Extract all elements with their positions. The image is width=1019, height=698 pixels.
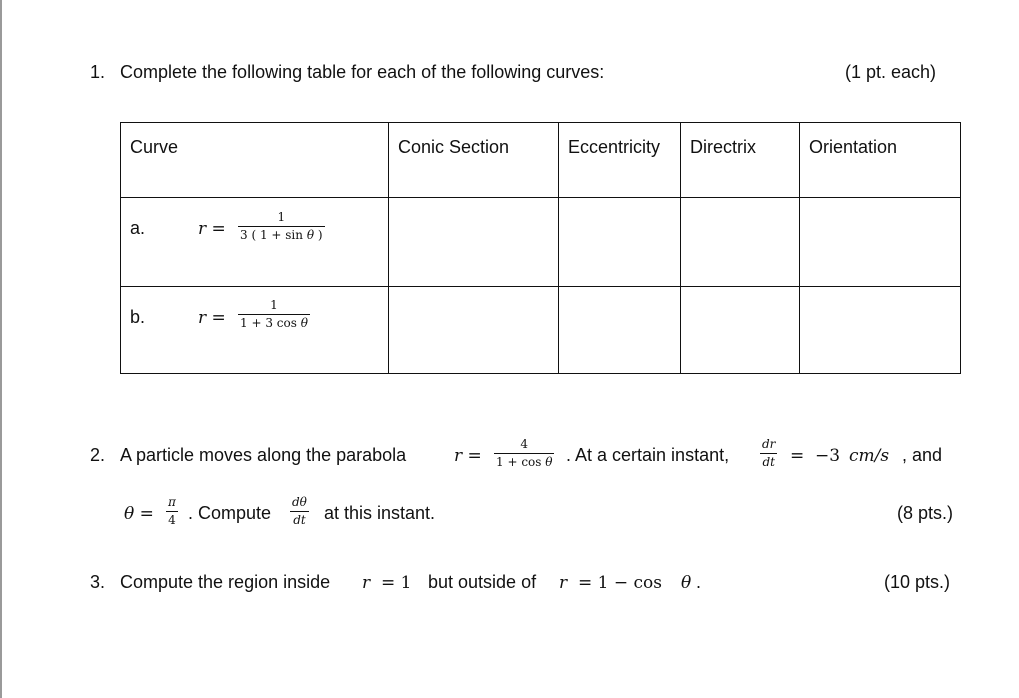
q2-text-a: A particle moves along the parabola xyxy=(120,445,407,465)
q1-number: 1. xyxy=(90,62,106,82)
q2-text-d: . Compute xyxy=(188,503,272,523)
row-b-directrix-cell[interactable] xyxy=(681,287,800,374)
q3-points: (10 pts.) xyxy=(884,572,951,592)
q2-equals: = xyxy=(790,446,805,466)
row-b-denominator: 1 + 3 cos θ xyxy=(240,316,308,330)
row-b-conic-section-cell[interactable] xyxy=(389,287,559,374)
row-a-orientation-cell[interactable] xyxy=(800,198,961,287)
q3-eq1-r: r xyxy=(362,573,371,593)
row-a-denominator: 3 ( 1 + sin θ ) xyxy=(240,228,323,242)
q1-prompt: Complete the following table for each of the following curves: xyxy=(120,62,605,82)
q1-points: (1 pt. each) xyxy=(845,62,937,82)
header-conic-section: Conic Section xyxy=(389,123,559,198)
row-b-fraction xyxy=(238,299,310,330)
row-a-fraction xyxy=(238,211,325,242)
q2-points: (8 pts.) xyxy=(897,503,954,523)
q3-number: 3. xyxy=(90,572,106,592)
row-a-numerator: 1 xyxy=(277,210,286,224)
q3-period: . xyxy=(696,572,702,592)
row-a-directrix-cell[interactable] xyxy=(681,198,800,287)
curves-table xyxy=(120,122,961,374)
row-a-label: a. xyxy=(130,218,146,238)
row-a-conic-section-cell[interactable] xyxy=(389,198,559,287)
q3-eq1-rest: = 1 xyxy=(381,573,412,593)
q2-number: 2. xyxy=(90,445,106,465)
row-a-lhs: r = xyxy=(198,219,226,239)
q3-text-b: but outside of xyxy=(428,572,537,592)
header-directrix: Directrix xyxy=(681,123,800,198)
q2-dr-dt-fraction: dr dt xyxy=(762,437,776,469)
q2-text-e: at this instant. xyxy=(324,503,436,523)
row-b-orientation-cell[interactable] xyxy=(800,287,961,374)
q2-pi-over-4: π 4 xyxy=(168,495,176,527)
q2-parabola-fraction: 4 1 + cos θ xyxy=(496,437,553,469)
row-b-numerator: 1 xyxy=(270,298,278,312)
header-orientation: Orientation xyxy=(800,123,961,198)
q3-eq2-rest: = 1 − cos xyxy=(578,573,662,593)
q3-eq2-theta: θ xyxy=(681,573,692,593)
page-left-edge xyxy=(0,0,2,698)
q2-dtheta-dt-fraction: dθ dt xyxy=(292,495,307,527)
q2-units: cm/s xyxy=(849,446,890,466)
table-row xyxy=(121,287,961,374)
row-b-eccentricity-cell[interactable] xyxy=(559,287,681,374)
q2-value: −3 xyxy=(815,446,841,466)
q2-text-c: , and xyxy=(902,445,943,465)
row-a-curve xyxy=(121,198,389,287)
q2-r-equals: r = xyxy=(454,446,482,466)
header-curve: Curve xyxy=(121,123,389,198)
header-eccentricity: Eccentricity xyxy=(559,123,681,198)
q2-text-b: . At a certain instant, xyxy=(566,445,730,465)
q3-text-a: Compute the region inside xyxy=(120,572,331,592)
row-b-label: b. xyxy=(130,307,146,327)
row-b-curve xyxy=(121,287,389,374)
row-a-eccentricity-cell[interactable] xyxy=(559,198,681,287)
table-header-row xyxy=(121,123,961,198)
q3-eq2-r: r xyxy=(559,573,568,593)
row-b-lhs: r = xyxy=(198,308,226,328)
q2-theta-equals: θ = xyxy=(124,504,154,524)
table-row xyxy=(121,198,961,287)
